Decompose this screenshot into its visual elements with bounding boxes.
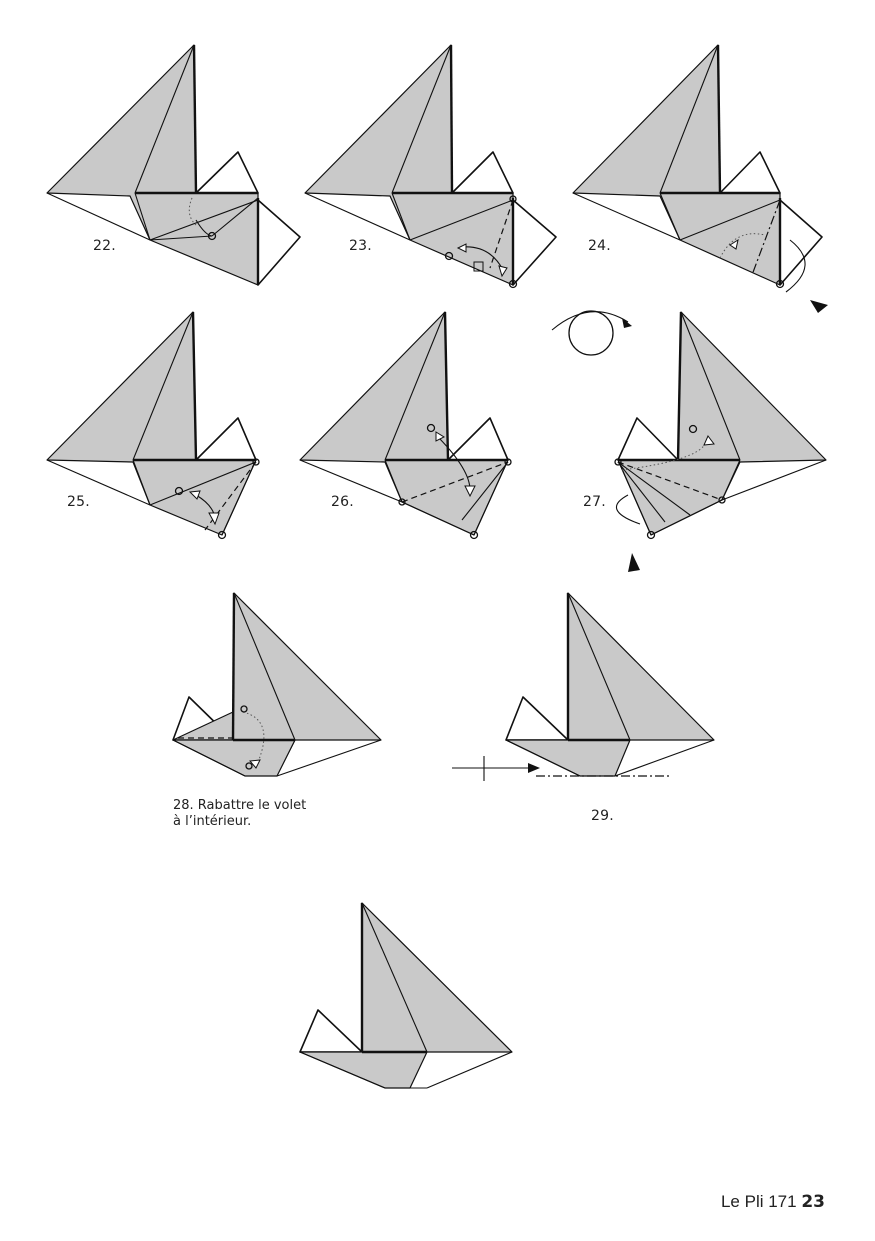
step-29-label: 29.: [591, 808, 614, 824]
step-27-diagram: [615, 312, 826, 572]
step-25-label: 25.: [67, 494, 90, 510]
step-27-label: 27.: [583, 494, 606, 510]
step-28-caption: [173, 798, 306, 830]
journal-name: Le Pli 171: [720, 1192, 797, 1211]
step-24-label: 24.: [588, 238, 611, 254]
page-footer: [721, 1192, 825, 1212]
step-22-diagram: [47, 45, 300, 285]
final-boat-diagram: [300, 903, 512, 1088]
step-28-diagram: [173, 593, 381, 776]
step-23-label: 23.: [349, 238, 372, 254]
page-number: 23: [801, 1192, 825, 1212]
step-28-caption-line2: à l’intérieur.: [173, 814, 252, 829]
step-29-diagram: [452, 593, 714, 781]
step-22-label: 22.: [93, 238, 116, 254]
step-26-label: 26.: [331, 494, 354, 510]
turn-over-symbol: [552, 311, 632, 355]
step-23-diagram: [305, 45, 556, 288]
step-24-diagram: [573, 45, 828, 313]
step-28-caption-line1: 28. Rabattre le volet: [173, 798, 307, 813]
